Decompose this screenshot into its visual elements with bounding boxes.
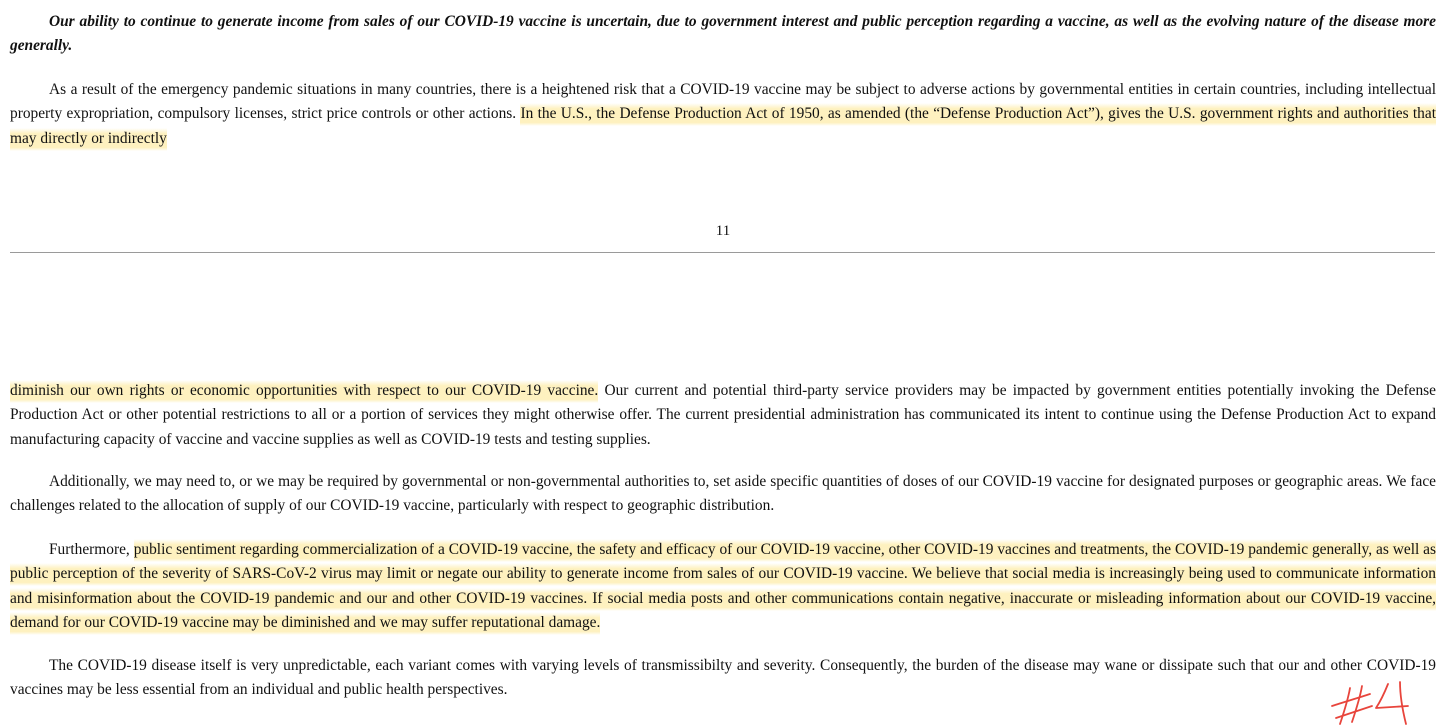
- paragraph-defense-production-continued: [10, 379, 1436, 452]
- handwritten-mark-icon: [1328, 678, 1418, 726]
- paragraph-adverse-actions: [10, 78, 1436, 151]
- page-number: 11: [715, 223, 731, 239]
- paragraph-allocation-of-supply: Additionally, we may need to, or we may be required by governmental or non-governmental authorities to, set aside specific quantities of doses of our COVID-19 vaccine for designated purposes or geographic areas. We face challenges related to the allocation of supply of our COVID-19 vaccine, particularly with respect to geographic distribution.: [10, 473, 1436, 515]
- paragraph-furthermore-text: Furthermore,: [49, 541, 134, 558]
- highlighted-diminish-rights-text: diminish our own rights or economic opportunities with respect to our COVID-19 vaccine.: [10, 380, 598, 403]
- highlighted-public-sentiment-text: public sentiment regarding commercialization of a COVID-19 vaccine, the safety and efficacy of our COVID-19 vaccine, other COVID-19 vaccines and treatments, the COVID-19 pandemic generally, as well as public perception of the severity of SARS-CoV-2 virus may limit or negate our ability to generate income from sales of our COVID-19 vaccine. We believe that social media is increasingly being used to communicate information and misinformation about the COVID-19 pandemic and our and other COVID-19 vaccines. If social media posts and other communications contain negative, inaccurate or misleading information about our COVID-19 vaccine, demand for our COVID-19 vaccine may be diminished and we may suffer reputational damage.: [10, 539, 1436, 635]
- page-break-divider: [10, 252, 1435, 253]
- paragraph-adverse-actions-text: As a result of the emergency pandemic situations in many countries, there is a heightened risk that a COVID-19 vaccine may be subject to adverse actions by governmental entities in certain countries, including intellectual property expropriation, compulsory licenses, strict price controls or other actions.: [10, 81, 1436, 123]
- paragraph-disease-unpredictable: The COVID-19 disease itself is very unpredictable, each variant comes with varying levels of transmissibilty and severity. Consequently, the burden of the disease may wane or dissipate such that our and other COVID-19 vaccines may be less essential from an individual and public health perspectives.: [10, 657, 1436, 699]
- highlighted-defense-production-act-text: In the U.S., the Defense Production Act of 1950, as amended (the “Defense Production Act”), gives the U.S. government rights and authorities that may directly or indirectly: [10, 103, 1436, 150]
- paragraph-service-providers-text: Our current and potential third-party service providers may be impacted by government entities potentially invoking the Defense Production Act or other potential restrictions to all or a portion of services they might otherwise offer. The current presidential administration has communicated its intent to continue using the Defense Production Act to expand manufacturing capacity of vaccine and vaccine supplies as well as COVID-19 tests and testing supplies.: [10, 382, 1436, 448]
- paragraph-public-sentiment: [10, 538, 1436, 635]
- risk-factor-heading: Our ability to continue to generate income from sales of our COVID-19 vaccine is uncertain, due to government interest and public perception regarding a vaccine, as well as the evolving nature of the disease more generally.: [10, 13, 1436, 55]
